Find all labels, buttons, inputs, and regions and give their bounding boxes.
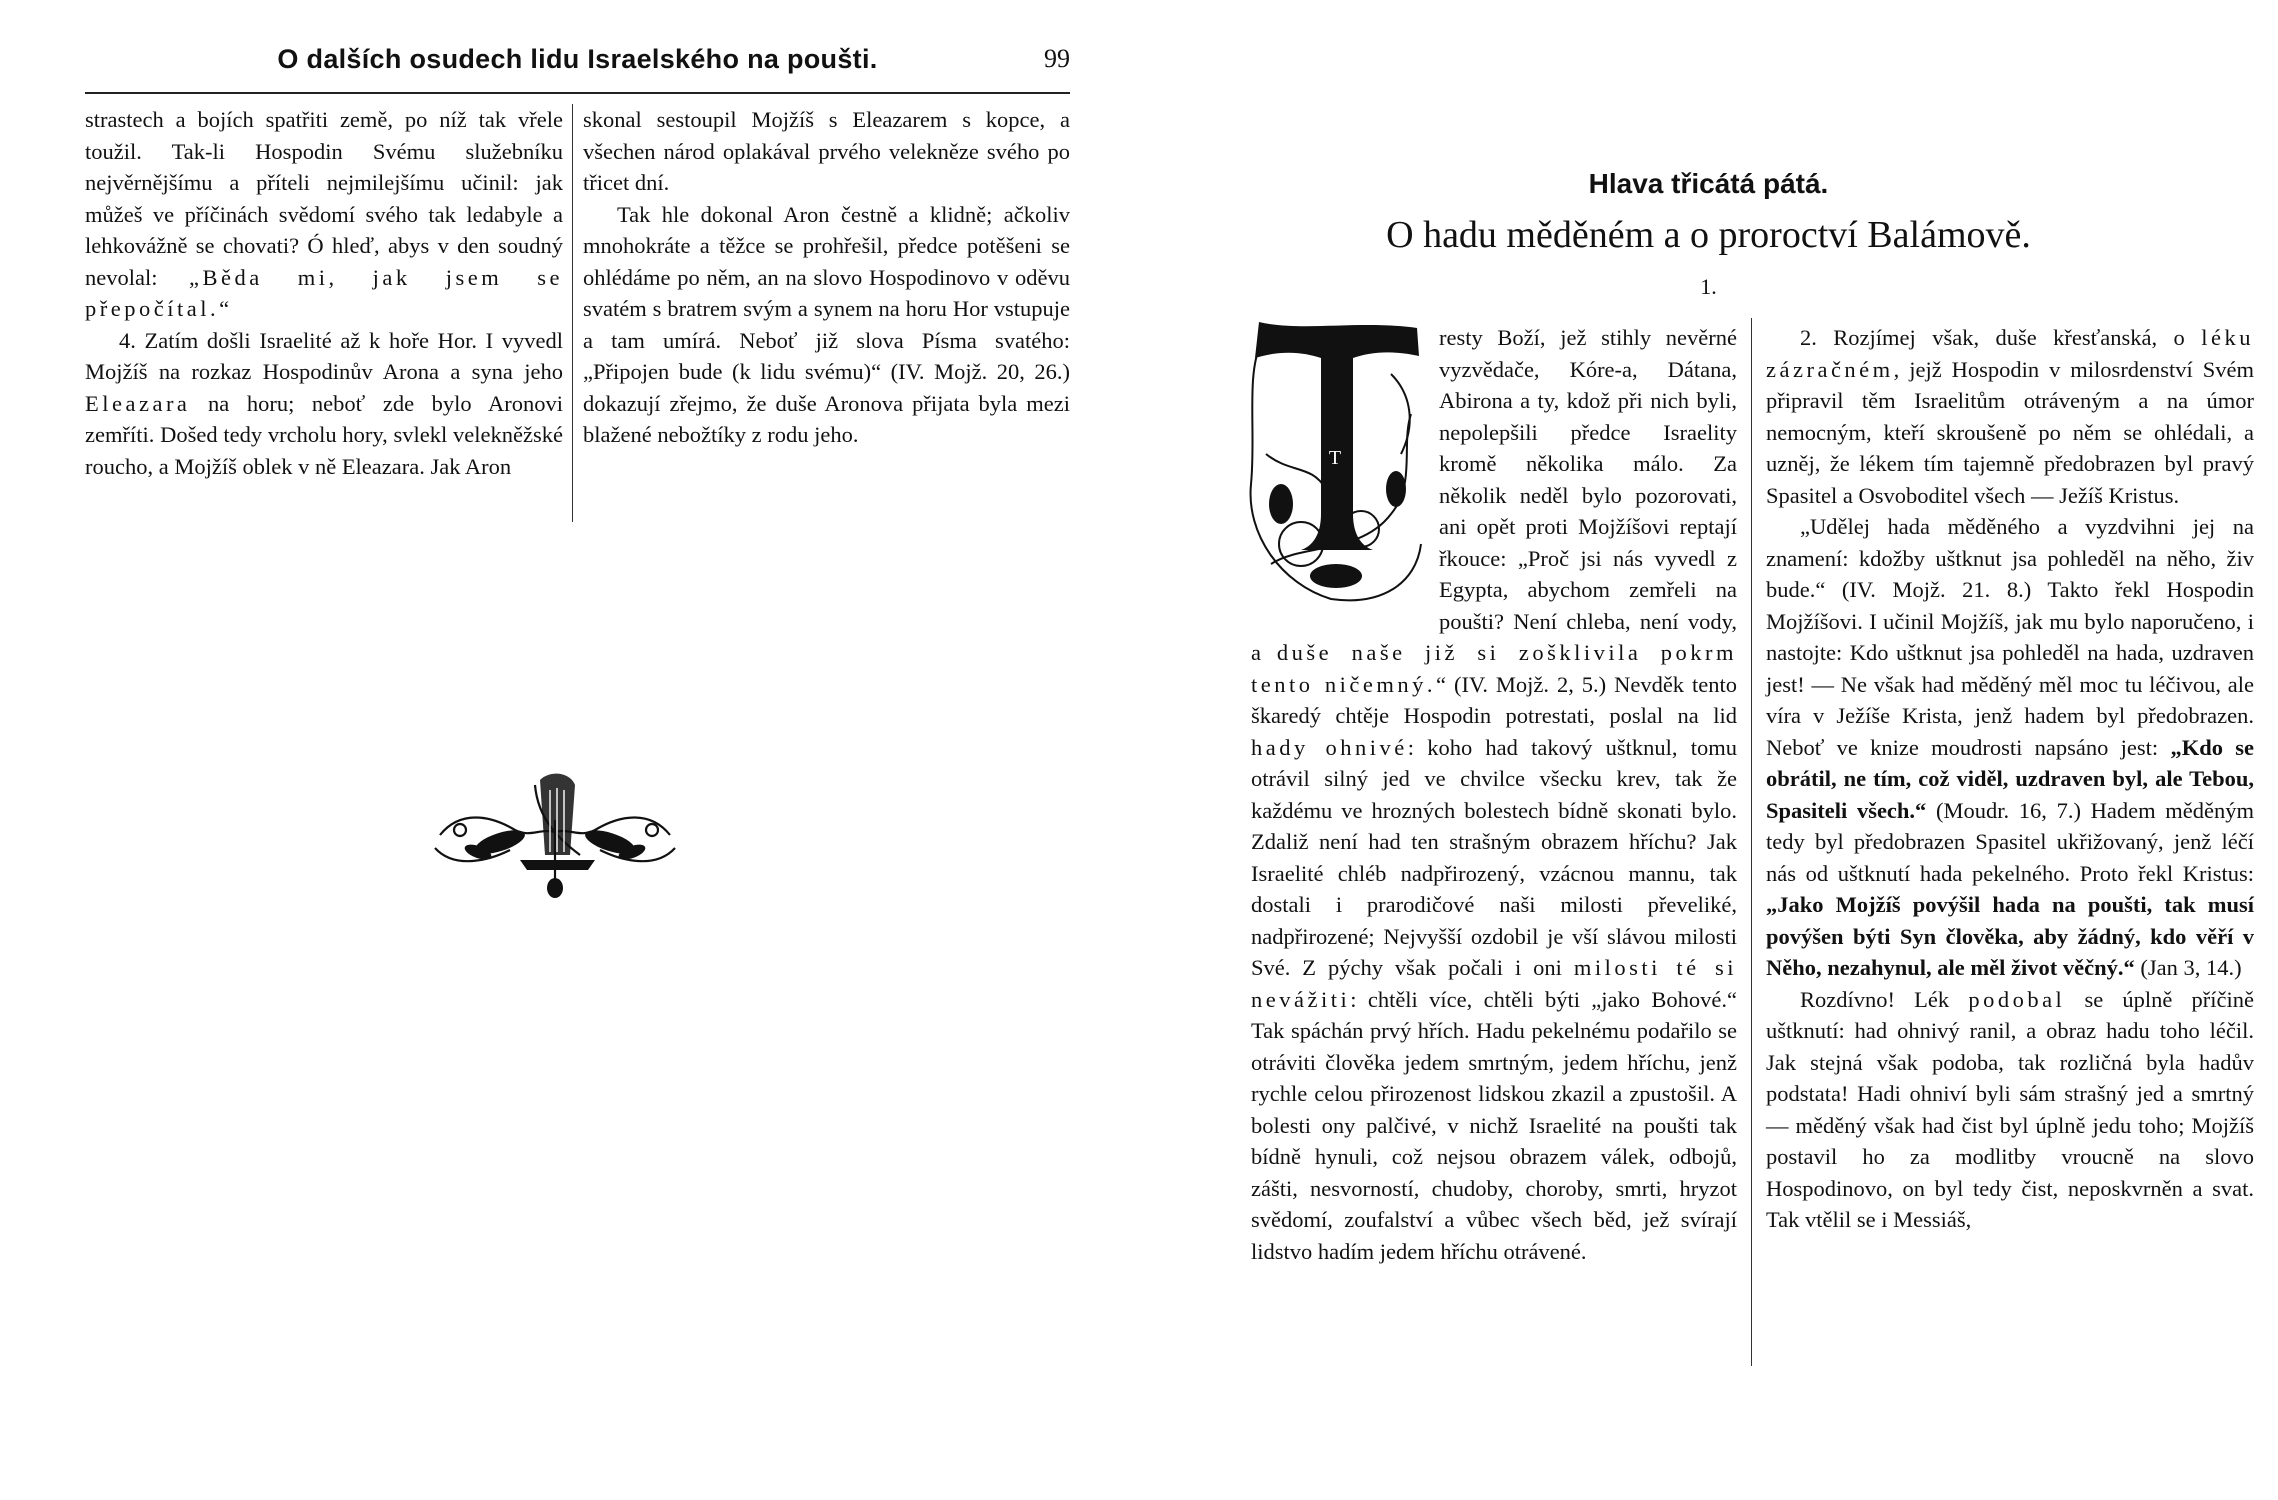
decorated-initial xyxy=(1241,314,1429,606)
spaced-name: Eleazara xyxy=(85,390,191,416)
spaced-text: hady ohnivé xyxy=(1251,734,1408,760)
spaced-text: milosti té si nevážiti xyxy=(1251,955,1738,1012)
paragraph xyxy=(85,325,563,483)
paragraph: skonal sestoupil Mojžíš s Eleazarem s kopce, a všechen národ oplakával prvého velekněze svého po třicet dní. xyxy=(583,107,1070,195)
paragraph-text: “ (IV. Mojž. 2, 5.) Nevděk tento škaredý chtěje Hospodin potrestati, poslal na lid xyxy=(1251,671,1737,728)
paragraph-text: Rozdívno! Lék xyxy=(1800,986,1969,1012)
dropcap-letter: T xyxy=(1328,447,1342,469)
spaced-quote: „Běda mi, jak jsem se přepočítal.“ xyxy=(85,264,563,321)
spaced-text: léku zázračném xyxy=(1766,325,2254,382)
column-rule xyxy=(1751,318,1752,1366)
paragraph xyxy=(1766,322,2254,511)
paragraph xyxy=(85,104,563,325)
spaced-text: duše naše již si zošklivila pokrm tento ničemný. xyxy=(1251,640,1737,697)
right-column-1 xyxy=(1251,322,1737,1267)
right-page xyxy=(1139,0,2278,1500)
paragraph-text: (Moudr. 16, 7.) Hadem měděným tedy byl předobrazen Spasitel ukřižovaný, jenž léčí nás od uštknutí hada pekelného. Proto řekl Kristus: xyxy=(1766,797,2254,886)
paragraph-text: (Jan 3, 14.) xyxy=(2134,955,2242,980)
section-number: 1. xyxy=(1700,274,1717,299)
paragraph-text: na horu; neboť zde bylo Aronovi zemříti. Došed tedy vrcholu hory, svlekl velekněžské roucho, a Mojžíš oblek v ně Eleazara. Jak Aron xyxy=(85,390,563,479)
paragraph: Tak hle dokonal Aron čestně a klidně; ačkoliv mnohokráte a těžce se prohřešil, předce potěšeni se ohlédáme po něm, an na slovo Hospodinovo v oděvu svatém s bratrem svým a synem na horu Hor vstupuje a tam umírá. Neboť již slova Písma svatého: „Připojen bude (k lidu svému)“ (IV. Mojž. 20, 26.) dokazují zřejmo, že duše Aronova přijata byla mezi blažené nebožtíky z rodu jeho. xyxy=(583,201,1070,447)
spaced-text: podobal xyxy=(1968,986,2066,1012)
left-column-1 xyxy=(85,104,563,482)
paragraph-text: „Udělej hada měděného a vyzdvihni jej na znamení: kdožby uštknut jsa pohleděl na něho, živ bude.“ (IV. Mojž. 21. 8.) Takto řekl Hospodin Mojžíšovi. I učinil Mojžíš, jak mu bylo naporučeno, i nastojte: Kdo uštknut jsa pohleděl na hada, uzdraven jest! — Ne však had měděný měl moc tu léčivou, ale víra v Ježíše Krista, jenž hadem byl předobrazen. Neboť ve knize moudrosti napsáno jest: xyxy=(1766,514,2254,760)
right-column-2 xyxy=(1766,322,2254,1236)
paragraph-text: strastech a bojích spatřiti země, po níž tak vřele toužil. Tak-li Hospodin Svému služebníku nejvěrnějšímu a příteli nejmilejšímu učinil: jak můžeš ve příčinách svědomí svého tak ledabyle a lehkovážně se chovati? Ó hleď, abys v den soudný nevolal: xyxy=(85,107,563,290)
paragraph-text: : koho had takový uštknul, tomu otrávil silný jed ve chvilce všecku krev, tak že každému ve hrozných bolestech bídně skonati bylo. Zdaliž není had ten strašným obrazem hříchu? Jak Israelité chléb nadpřirozený, vzácnou mannu, tak dostali i prarodičové naši milosti převeliké, nadpřirozené; Nejvyšší ozdobil je vší slávou milosti Své. Z pýchy však počali i oni xyxy=(1251,734,1737,980)
paragraph xyxy=(1766,984,2254,1236)
running-head-title: O dalších osudech lidu Israelského na poušti. xyxy=(277,44,878,74)
paragraph-text: 2. Rozjímej však, duše křesťanská, o xyxy=(1800,325,2202,350)
left-column-2 xyxy=(583,104,1070,451)
harp-ornament xyxy=(420,760,690,900)
header-rule xyxy=(85,92,1070,94)
paragraph-text: : chtěli více, chtěli býti „jako Bohové.“ Tak spáchán prvý hřích. Hadu pekelnému podařilo se otráviti člověka jedem smrtným, jedem hříchu, jenž rychle celou přirozenost lidskou zkazil a zpustošil. A bolesti ony palčivé, v nichž Israelité na poušti tak bídně hynuli, což nejsou obrazem válek, odbojů, zášti, nesvorností, chudoby, choroby, smrti, hryzot svědomí, zoufalství a vůbec všech běd, jež svírají lidstvo hadím jedem hříchu otrávené. xyxy=(1251,986,1737,1264)
paragraph xyxy=(1766,511,2254,984)
chapter-label: Hlava třicátá pátá. xyxy=(1588,168,1829,199)
paragraph-text: resty Boží, jež stihly nevěrné vyzvědače, Kóre-a, Dátana, Abirona a ty, kdož při nich byli, nepolepšili předce Israelity kromě několika málo. Za několik neděl bylo pozorovati, ani opět proti Mojžíšovi reptají řkouce: „Proč jsi nás vyvedl z Egypta, abychom zemřeli na poušti? Není chleba, není vody, a xyxy=(1251,325,1737,665)
paragraph-text: 4. Zatím došli Israelité až k hoře Hor. I vyvedl Mojžíš na rozkaz Hospodinův Arona a syna jeho xyxy=(85,327,563,384)
column-rule xyxy=(572,104,573,522)
running-head xyxy=(85,44,1070,84)
paragraph-text: , jejž Hospodin v milosrdenství Svém připravil těm Israelitům otráveným a na úmor nemocným, kteří skroušeně po něm se ohlédali, a uzněj, že lékem tím tajemně předobrazen byl pravý Spasitel a Osvoboditel všech — Ježíš Kristus. xyxy=(1766,356,2254,508)
bold-quote: „Kdo se obrátil, ne tím, což viděl, uzdraven byl, ale Tebou, Spasiteli všech.“ xyxy=(1766,734,2254,823)
page-number: 99 xyxy=(1044,44,1070,73)
paragraph-text: se úplně příčině uštknutí: had ohnivý ranil, a obraz hadu toho léčil. Jak stejná však podoba, tak rozličná byla hadův podstata! Hadi ohniví byli sám strašný jed a smrtný — měděný však had čist byl úplně jedu toho; Mojžíš postavil ho za modlitby vroucně na slovo Hospodinovo, on byl tedy čist, neposkvrněn a svat. Tak vtělil se i Messiáš, xyxy=(1766,986,2255,1232)
chapter-title: O hadu měděném a o proroctví Balámově. xyxy=(1386,214,2031,256)
bold-quote: „Jako Mojžíš povýšil hada na poušti, tak musí povýšen býti Syn člověka, aby žádný, kdo věří v Něho, nezahynul, ale měl život věčný.“ xyxy=(1766,892,2254,980)
